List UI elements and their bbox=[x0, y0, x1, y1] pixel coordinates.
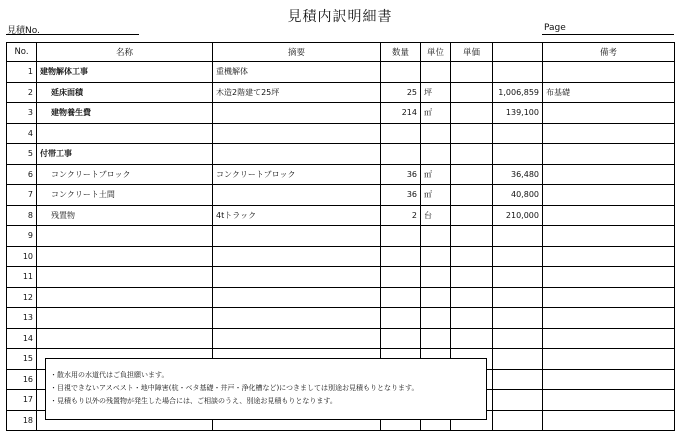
column-header-name: 名称 bbox=[37, 43, 213, 62]
cell-amount: 1,006,859 bbox=[493, 82, 543, 103]
cell-remarks bbox=[543, 62, 675, 83]
cell-remarks bbox=[543, 349, 675, 370]
note-line: ・散水用の水道代はご負担願います。 bbox=[50, 371, 169, 379]
cell-price bbox=[451, 308, 493, 329]
cell-price bbox=[451, 62, 493, 83]
cell-no: 10 bbox=[7, 246, 37, 267]
cell-amount bbox=[493, 349, 543, 370]
cell-name: 建物解体工事 bbox=[37, 62, 213, 83]
cell-name: 残置物 bbox=[37, 205, 213, 226]
cell-unit bbox=[421, 62, 451, 83]
table-row bbox=[7, 164, 675, 185]
cell-amount: 36,480 bbox=[493, 164, 543, 185]
cell-no: 14 bbox=[7, 328, 37, 349]
cell-name bbox=[37, 123, 213, 144]
cell-remarks bbox=[543, 390, 675, 411]
cell-price bbox=[451, 164, 493, 185]
table-row bbox=[7, 308, 675, 329]
cell-no: 15 bbox=[7, 349, 37, 370]
cell-unit: 台 bbox=[421, 205, 451, 226]
cell-amount bbox=[493, 267, 543, 288]
cell-remarks bbox=[543, 267, 675, 288]
cell-remarks bbox=[543, 185, 675, 206]
cell-summary bbox=[213, 308, 381, 329]
cell-name bbox=[37, 287, 213, 308]
cell-qty bbox=[381, 287, 421, 308]
cell-no: 7 bbox=[7, 185, 37, 206]
table-row bbox=[7, 62, 675, 83]
cell-no: 11 bbox=[7, 267, 37, 288]
cell-amount bbox=[493, 369, 543, 390]
table-header-row bbox=[7, 43, 675, 62]
cell-no: 9 bbox=[7, 226, 37, 247]
column-header-no: No. bbox=[7, 43, 37, 62]
cell-amount bbox=[493, 410, 543, 431]
cell-qty bbox=[381, 328, 421, 349]
cell-remarks bbox=[543, 369, 675, 390]
cell-qty: 25 bbox=[381, 82, 421, 103]
cell-summary bbox=[213, 226, 381, 247]
cell-qty bbox=[381, 308, 421, 329]
column-header-qty: 数量 bbox=[381, 43, 421, 62]
page-line bbox=[542, 34, 674, 35]
cell-amount: 40,800 bbox=[493, 185, 543, 206]
cell-amount bbox=[493, 287, 543, 308]
cell-no: 13 bbox=[7, 308, 37, 329]
cell-unit bbox=[421, 144, 451, 165]
cell-remarks bbox=[543, 410, 675, 431]
estimate-no-label: 見積No. bbox=[7, 26, 40, 36]
cell-qty bbox=[381, 62, 421, 83]
cell-unit: ㎡ bbox=[421, 164, 451, 185]
cell-price bbox=[451, 226, 493, 247]
cell-qty: 36 bbox=[381, 185, 421, 206]
cell-unit: ㎡ bbox=[421, 185, 451, 206]
cell-qty: 214 bbox=[381, 103, 421, 124]
cell-no: 5 bbox=[7, 144, 37, 165]
cell-unit bbox=[421, 287, 451, 308]
cell-no: 12 bbox=[7, 287, 37, 308]
cell-no: 8 bbox=[7, 205, 37, 226]
cell-unit bbox=[421, 123, 451, 144]
table-row bbox=[7, 287, 675, 308]
cell-name: 延床面積 bbox=[37, 82, 213, 103]
cell-qty bbox=[381, 246, 421, 267]
cell-qty bbox=[381, 267, 421, 288]
cell-unit bbox=[421, 226, 451, 247]
cell-summary bbox=[213, 246, 381, 267]
cell-price bbox=[451, 246, 493, 267]
cell-no: 6 bbox=[7, 164, 37, 185]
cell-unit bbox=[421, 267, 451, 288]
cell-remarks bbox=[543, 144, 675, 165]
cell-amount: 210,000 bbox=[493, 205, 543, 226]
cell-name bbox=[37, 328, 213, 349]
table-row bbox=[7, 82, 675, 103]
cell-unit: ㎡ bbox=[421, 103, 451, 124]
cell-qty: 36 bbox=[381, 164, 421, 185]
cell-summary: 4tトラック bbox=[213, 205, 381, 226]
notes-box bbox=[45, 358, 487, 420]
cell-amount bbox=[493, 328, 543, 349]
table-row bbox=[7, 123, 675, 144]
cell-name: コンクリート土間 bbox=[37, 185, 213, 206]
table-row bbox=[7, 328, 675, 349]
cell-amount bbox=[493, 144, 543, 165]
cell-amount bbox=[493, 390, 543, 411]
cell-price bbox=[451, 103, 493, 124]
cell-remarks bbox=[543, 287, 675, 308]
cell-remarks bbox=[543, 328, 675, 349]
cell-name bbox=[37, 226, 213, 247]
cell-amount bbox=[493, 308, 543, 329]
cell-qty bbox=[381, 226, 421, 247]
cell-price bbox=[451, 82, 493, 103]
table-row bbox=[7, 103, 675, 124]
cell-unit bbox=[421, 308, 451, 329]
cell-qty bbox=[381, 144, 421, 165]
cell-remarks bbox=[543, 164, 675, 185]
cell-name bbox=[37, 246, 213, 267]
note-line: ・見積もり以外の残置物が発生した場合には、ご相談のうえ、別途お見積もりとなります。 bbox=[50, 397, 337, 405]
table-row bbox=[7, 226, 675, 247]
cell-no: 1 bbox=[7, 62, 37, 83]
cell-price bbox=[451, 185, 493, 206]
cell-remarks bbox=[543, 103, 675, 124]
cell-qty: 2 bbox=[381, 205, 421, 226]
cell-amount bbox=[493, 62, 543, 83]
estimate-no-line bbox=[6, 34, 139, 35]
cell-summary bbox=[213, 267, 381, 288]
column-header-remarks: 備考 bbox=[543, 43, 675, 62]
table-row bbox=[7, 144, 675, 165]
cell-price bbox=[451, 123, 493, 144]
column-header-unit: 単位 bbox=[421, 43, 451, 62]
cell-name: 建物養生費 bbox=[37, 103, 213, 124]
cell-remarks: 布基礎 bbox=[543, 82, 675, 103]
cell-summary: 木造2階建て25坪 bbox=[213, 82, 381, 103]
cell-remarks bbox=[543, 308, 675, 329]
page-label: Page bbox=[544, 23, 566, 33]
cell-summary: 重機解体 bbox=[213, 62, 381, 83]
cell-no: 3 bbox=[7, 103, 37, 124]
cell-price bbox=[451, 267, 493, 288]
cell-summary bbox=[213, 328, 381, 349]
cell-name bbox=[37, 267, 213, 288]
cell-amount bbox=[493, 246, 543, 267]
cell-name bbox=[37, 308, 213, 329]
cell-summary bbox=[213, 123, 381, 144]
cell-no: 18 bbox=[7, 410, 37, 431]
note-line: ・目視できないアスベスト・地中障害(杭・ベタ基礎・井戸・浄化槽など)につきましては別途お見積もりとなります。 bbox=[50, 384, 419, 392]
cell-no: 16 bbox=[7, 369, 37, 390]
cell-no: 4 bbox=[7, 123, 37, 144]
column-header-summary: 摘要 bbox=[213, 43, 381, 62]
cell-summary: コンクリートブロック bbox=[213, 164, 381, 185]
cell-price bbox=[451, 205, 493, 226]
cell-amount bbox=[493, 226, 543, 247]
cell-unit bbox=[421, 328, 451, 349]
cell-remarks bbox=[543, 246, 675, 267]
document-title: 見積内訳明細書 bbox=[287, 9, 393, 25]
cell-amount bbox=[493, 123, 543, 144]
cell-remarks bbox=[543, 226, 675, 247]
cell-name: 付帯工事 bbox=[37, 144, 213, 165]
cell-qty bbox=[381, 123, 421, 144]
table-row bbox=[7, 267, 675, 288]
cell-no: 17 bbox=[7, 390, 37, 411]
cell-remarks bbox=[543, 123, 675, 144]
cell-summary bbox=[213, 287, 381, 308]
cell-unit bbox=[421, 246, 451, 267]
table-row bbox=[7, 185, 675, 206]
cell-summary bbox=[213, 144, 381, 165]
cell-unit: 坪 bbox=[421, 82, 451, 103]
cell-remarks bbox=[543, 205, 675, 226]
cell-no: 2 bbox=[7, 82, 37, 103]
table-row bbox=[7, 205, 675, 226]
cell-amount: 139,100 bbox=[493, 103, 543, 124]
cell-price bbox=[451, 328, 493, 349]
cell-name: コンクリートブロック bbox=[37, 164, 213, 185]
table-row bbox=[7, 246, 675, 267]
cell-price bbox=[451, 287, 493, 308]
column-header-price: 単価 bbox=[451, 43, 493, 62]
column-header-amount bbox=[493, 43, 543, 62]
cell-summary bbox=[213, 103, 381, 124]
cell-price bbox=[451, 144, 493, 165]
cell-summary bbox=[213, 185, 381, 206]
